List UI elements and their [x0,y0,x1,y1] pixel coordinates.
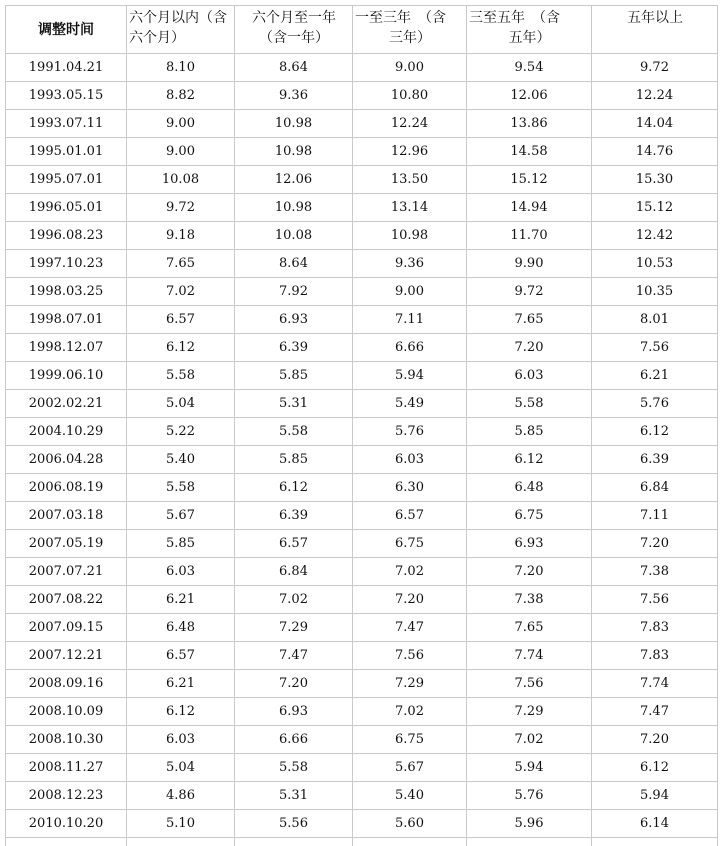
header-adjustment-date: 调整时间 [6,6,127,54]
table-row [6,754,718,782]
rate-within-six-months-cell: 9.18 [127,222,235,250]
rate-within-six-months-cell: 7.65 [127,250,235,278]
adjustment-date-cell: 2010.10.20 [6,810,127,838]
table-row [6,586,718,614]
rate-six-months-to-one-year-cell: 6.39 [235,334,353,362]
rate-within-six-months-cell: 4.86 [127,782,235,810]
rate-one-to-three-years-cell: 7.02 [353,698,467,726]
rate-one-to-three-years-cell: 5.94 [353,362,467,390]
table-row [6,166,718,194]
rate-three-to-five-years-cell: 5.85 [467,418,592,446]
rate-three-to-five-years-cell: 5.94 [467,754,592,782]
adjustment-date-cell: 2008.09.16 [6,670,127,698]
rate-six-months-to-one-year-cell: 6.84 [235,558,353,586]
rate-three-to-five-years-cell: 15.12 [467,166,592,194]
rate-six-months-to-one-year-cell: 5.58 [235,418,353,446]
rate-three-to-five-years-cell: 14.94 [467,194,592,222]
rate-three-to-five-years-cell: 6.93 [467,530,592,558]
rate-three-to-five-years-cell: 9.90 [467,250,592,278]
rate-six-months-to-one-year-cell: 10.98 [235,138,353,166]
rate-one-to-three-years-cell: 5.49 [353,390,467,418]
adjustment-date-cell: 1991.04.21 [6,54,127,82]
rate-three-to-five-years-cell: 5.96 [467,810,592,838]
adjustment-date-cell: 2008.10.30 [6,726,127,754]
table-row [6,82,718,110]
rate-six-months-to-one-year-cell: 6.57 [235,530,353,558]
rate-three-to-five-years-cell: 9.54 [467,54,592,82]
rate-one-to-three-years-cell: 6.03 [353,446,467,474]
table-row [6,446,718,474]
rate-within-six-months-cell: 9.72 [127,194,235,222]
rate-one-to-three-years-cell: 5.60 [353,810,467,838]
rate-over-five-years-cell: 7.47 [592,698,718,726]
rate-within-six-months-cell: 6.21 [127,586,235,614]
rate-within-six-months-cell: 5.58 [127,474,235,502]
table-row [6,474,718,502]
rate-three-to-five-years-cell: 7.02 [467,726,592,754]
rate-six-months-to-one-year-cell: 6.39 [235,502,353,530]
table-row [6,782,718,810]
rate-within-six-months-cell: 5.04 [127,390,235,418]
rate-one-to-three-years-cell: 7.56 [353,642,467,670]
adjustment-date-cell: 1993.05.15 [6,82,127,110]
rate-over-five-years-cell: 7.20 [592,530,718,558]
rate-six-months-to-one-year-cell: 10.98 [235,194,353,222]
rate-three-to-five-years-cell: 5.58 [467,390,592,418]
table-row [6,222,718,250]
rate-one-to-three-years-cell: 7.02 [353,558,467,586]
rate-one-to-three-years-cell: 13.14 [353,194,467,222]
rate-over-five-years-cell: 15.12 [592,194,718,222]
rate-over-five-years-cell: 5.76 [592,390,718,418]
rate-over-five-years-cell: 15.30 [592,166,718,194]
rate-six-months-to-one-year-cell: 7.92 [235,278,353,306]
adjustment-date-cell: 2008.12.23 [6,782,127,810]
rate-six-months-to-one-year-cell: 5.85 [235,446,353,474]
rate-within-six-months-cell: 5.40 [127,446,235,474]
rate-three-to-five-years-cell: 6.48 [467,474,592,502]
adjustment-date-cell: 2007.08.22 [6,586,127,614]
rate-within-six-months-cell: 5.85 [127,530,235,558]
rate-over-five-years-cell: 7.11 [592,502,718,530]
rate-within-six-months-cell: 5.58 [127,362,235,390]
rate-over-five-years-cell: 12.24 [592,82,718,110]
header-row [6,6,718,54]
adjustment-date-cell: 1995.07.01 [6,166,127,194]
rate-one-to-three-years-cell: 6.57 [353,502,467,530]
rate-one-to-three-years-cell: 13.50 [353,166,467,194]
rate-six-months-to-one-year-cell: 5.85 [235,362,353,390]
rate-table-body [6,54,718,846]
rate-three-to-five-years-cell: 14.58 [467,138,592,166]
rate-six-months-to-one-year-cell: 6.93 [235,306,353,334]
rate-within-six-months-cell: 10.08 [127,166,235,194]
adjustment-date-cell: 2008.10.09 [6,698,127,726]
rate-within-six-months-cell: 6.03 [127,558,235,586]
rate-six-months-to-one-year-cell: 8.64 [235,54,353,82]
rate-table-container [5,5,718,846]
rate-three-to-five-years-cell: 7.65 [467,306,592,334]
rate-within-six-months-cell: 5.22 [127,418,235,446]
rate-three-to-five-years-cell: 7.56 [467,670,592,698]
rate-within-six-months-cell: 5.67 [127,502,235,530]
adjustment-date-cell: 1996.08.23 [6,222,127,250]
table-row [6,558,718,586]
table-row [6,138,718,166]
rate-within-six-months-cell: 8.82 [127,82,235,110]
rate-three-to-five-years-cell: 7.20 [467,558,592,586]
table-row [6,670,718,698]
rate-over-five-years-cell: 8.01 [592,306,718,334]
rate-over-five-years-cell: 12.42 [592,222,718,250]
rate-one-to-three-years-cell: 6.30 [353,474,467,502]
rate-three-to-five-years-cell: 13.86 [467,110,592,138]
adjustment-date-cell: 2002.02.21 [6,390,127,418]
table-row [6,54,718,82]
rate-within-six-months-cell: 6.48 [127,614,235,642]
table-row [6,502,718,530]
table-row [6,614,718,642]
table-row [6,642,718,670]
rate-within-six-months-cell: 5.10 [127,810,235,838]
rate-within-six-months-cell: 6.12 [127,698,235,726]
header-one-to-three-years: 一至三年 （含 三年） [353,6,467,54]
rate-within-six-months-cell: 6.12 [127,334,235,362]
rate-over-five-years-cell: 6.21 [592,362,718,390]
rate-over-five-years-cell: 7.38 [592,558,718,586]
adjustment-date-cell: 2007.05.19 [6,530,127,558]
adjustment-date-cell: 1995.01.01 [6,138,127,166]
rate-six-months-to-one-year-cell: 5.58 [235,754,353,782]
rate-six-months-to-one-year-cell: 10.98 [235,110,353,138]
table-row [6,810,718,838]
rate-one-to-three-years-cell: 12.24 [353,110,467,138]
rate-one-to-three-years-cell: 5.40 [353,782,467,810]
table-row [6,278,718,306]
rate-one-to-three-years-cell: 6.75 [353,530,467,558]
rate-six-months-to-one-year-cell: 6.66 [235,726,353,754]
adjustment-date-cell: 2007.12.21 [6,642,127,670]
rate-one-to-three-years-cell: 5.67 [353,754,467,782]
adjustment-date-cell: 2008.11.27 [6,754,127,782]
rate-over-five-years-cell: 7.20 [592,726,718,754]
table-row [6,530,718,558]
rate-three-to-five-years-cell: 11.70 [467,222,592,250]
rate-one-to-three-years-cell: 10.98 [353,222,467,250]
table-row [6,194,718,222]
rate-three-to-five-years-cell: 7.20 [467,334,592,362]
rate-three-to-five-years-cell: 7.65 [467,614,592,642]
table-row [6,250,718,278]
header-six-months-to-one-year: 六个月至一年 （含一年） [235,6,353,54]
rate-within-six-months-cell: 7.02 [127,278,235,306]
rate-one-to-three-years-cell: 7.11 [353,306,467,334]
table-row [6,418,718,446]
rate-three-to-five-years-cell: 7.38 [467,586,592,614]
rate-over-five-years-cell: 9.72 [592,54,718,82]
adjustment-date-cell: 2004.10.29 [6,418,127,446]
rate-within-six-months-cell: 6.21 [127,670,235,698]
rate-over-five-years-cell: 7.56 [592,586,718,614]
rate-over-five-years-cell: 6.12 [592,418,718,446]
rate-over-five-years-cell: 14.76 [592,138,718,166]
adjustment-date-cell: 1998.07.01 [6,306,127,334]
adjustment-date-cell: 1997.10.23 [6,250,127,278]
table-row [6,110,718,138]
rate-over-five-years-cell: 6.84 [592,474,718,502]
adjustment-date-cell: 2006.04.28 [6,446,127,474]
adjustment-date-cell: 1993.07.11 [6,110,127,138]
rate-over-five-years-cell: 6.12 [592,754,718,782]
rate-three-to-five-years-cell: 6.75 [467,502,592,530]
adjustment-date-cell: 2006.08.19 [6,474,127,502]
rate-over-five-years-cell: 14.04 [592,110,718,138]
table-row [6,334,718,362]
table-row [6,698,718,726]
adjustment-date-cell: 1999.06.10 [6,362,127,390]
rate-over-five-years-cell: 6.14 [592,810,718,838]
rate-over-five-years-cell: 7.74 [592,670,718,698]
header-within-six-months: 六个月以内（含 六个月） [127,6,235,54]
adjustment-date-cell: 1998.12.07 [6,334,127,362]
rate-over-five-years-cell: 5.94 [592,782,718,810]
rate-six-months-to-one-year-cell: 12.06 [235,166,353,194]
rate-six-months-to-one-year-cell: 7.29 [235,614,353,642]
rate-one-to-three-years-cell: 6.66 [353,334,467,362]
adjustment-date-cell: 2007.03.18 [6,502,127,530]
rate-six-months-to-one-year-cell: 9.36 [235,82,353,110]
rate-six-months-to-one-year-cell: 10.08 [235,222,353,250]
rate-three-to-five-years-cell: 7.74 [467,642,592,670]
adjustment-date-cell: 2007.09.15 [6,614,127,642]
rate-within-six-months-cell: 6.57 [127,306,235,334]
rate-three-to-five-years-cell: 7.29 [467,698,592,726]
rate-one-to-three-years-cell: 12.96 [353,138,467,166]
table-row [6,390,718,418]
rate-six-months-to-one-year-cell: 7.47 [235,642,353,670]
rate-six-months-to-one-year-cell: 7.20 [235,670,353,698]
rate-within-six-months-cell: 9.00 [127,138,235,166]
table-row [6,726,718,754]
adjustment-date-cell: 1996.05.01 [6,194,127,222]
rate-one-to-three-years-cell: 5.76 [353,418,467,446]
rate-six-months-to-one-year-cell: 6.93 [235,698,353,726]
rate-six-months-to-one-year-cell: 6.12 [235,474,353,502]
rate-over-five-years-cell: 7.56 [592,334,718,362]
rate-one-to-three-years-cell: 10.80 [353,82,467,110]
rate-over-five-years-cell: 10.53 [592,250,718,278]
rate-one-to-three-years-cell: 7.47 [353,614,467,642]
interest-rate-table [5,5,718,846]
adjustment-date-cell: 2007.07.21 [6,558,127,586]
adjustment-date-cell: 1998.03.25 [6,278,127,306]
rate-over-five-years-cell: 7.83 [592,614,718,642]
rate-six-months-to-one-year-cell: 7.02 [235,586,353,614]
rate-six-months-to-one-year-cell: 5.56 [235,810,353,838]
rate-six-months-to-one-year-cell: 5.31 [235,782,353,810]
rate-within-six-months-cell: 8.10 [127,54,235,82]
rate-three-to-five-years-cell: 5.76 [467,782,592,810]
rate-three-to-five-years-cell: 9.72 [467,278,592,306]
rate-six-months-to-one-year-cell: 8.64 [235,250,353,278]
header-over-five-years: 五年以上 [592,6,718,54]
rate-one-to-three-years-cell: 7.20 [353,586,467,614]
rate-within-six-months-cell: 5.04 [127,754,235,782]
rate-one-to-three-years-cell: 7.29 [353,670,467,698]
table-row [6,306,718,334]
rate-one-to-three-years-cell: 6.75 [353,726,467,754]
rate-over-five-years-cell: 6.39 [592,446,718,474]
rate-three-to-five-years-cell: 6.03 [467,362,592,390]
rate-six-months-to-one-year-cell: 5.31 [235,390,353,418]
rate-within-six-months-cell: 6.57 [127,642,235,670]
rate-over-five-years-cell: 10.35 [592,278,718,306]
rate-three-to-five-years-cell: 12.06 [467,82,592,110]
rate-one-to-three-years-cell: 9.00 [353,278,467,306]
header-three-to-five-years: 三至五年 （含 五年） [467,6,592,54]
rate-within-six-months-cell: 6.03 [127,726,235,754]
table-row [6,362,718,390]
rate-over-five-years-cell: 7.83 [592,642,718,670]
rate-three-to-five-years-cell: 6.12 [467,446,592,474]
rate-one-to-three-years-cell: 9.36 [353,250,467,278]
rate-within-six-months-cell: 9.00 [127,110,235,138]
rate-one-to-three-years-cell: 9.00 [353,54,467,82]
